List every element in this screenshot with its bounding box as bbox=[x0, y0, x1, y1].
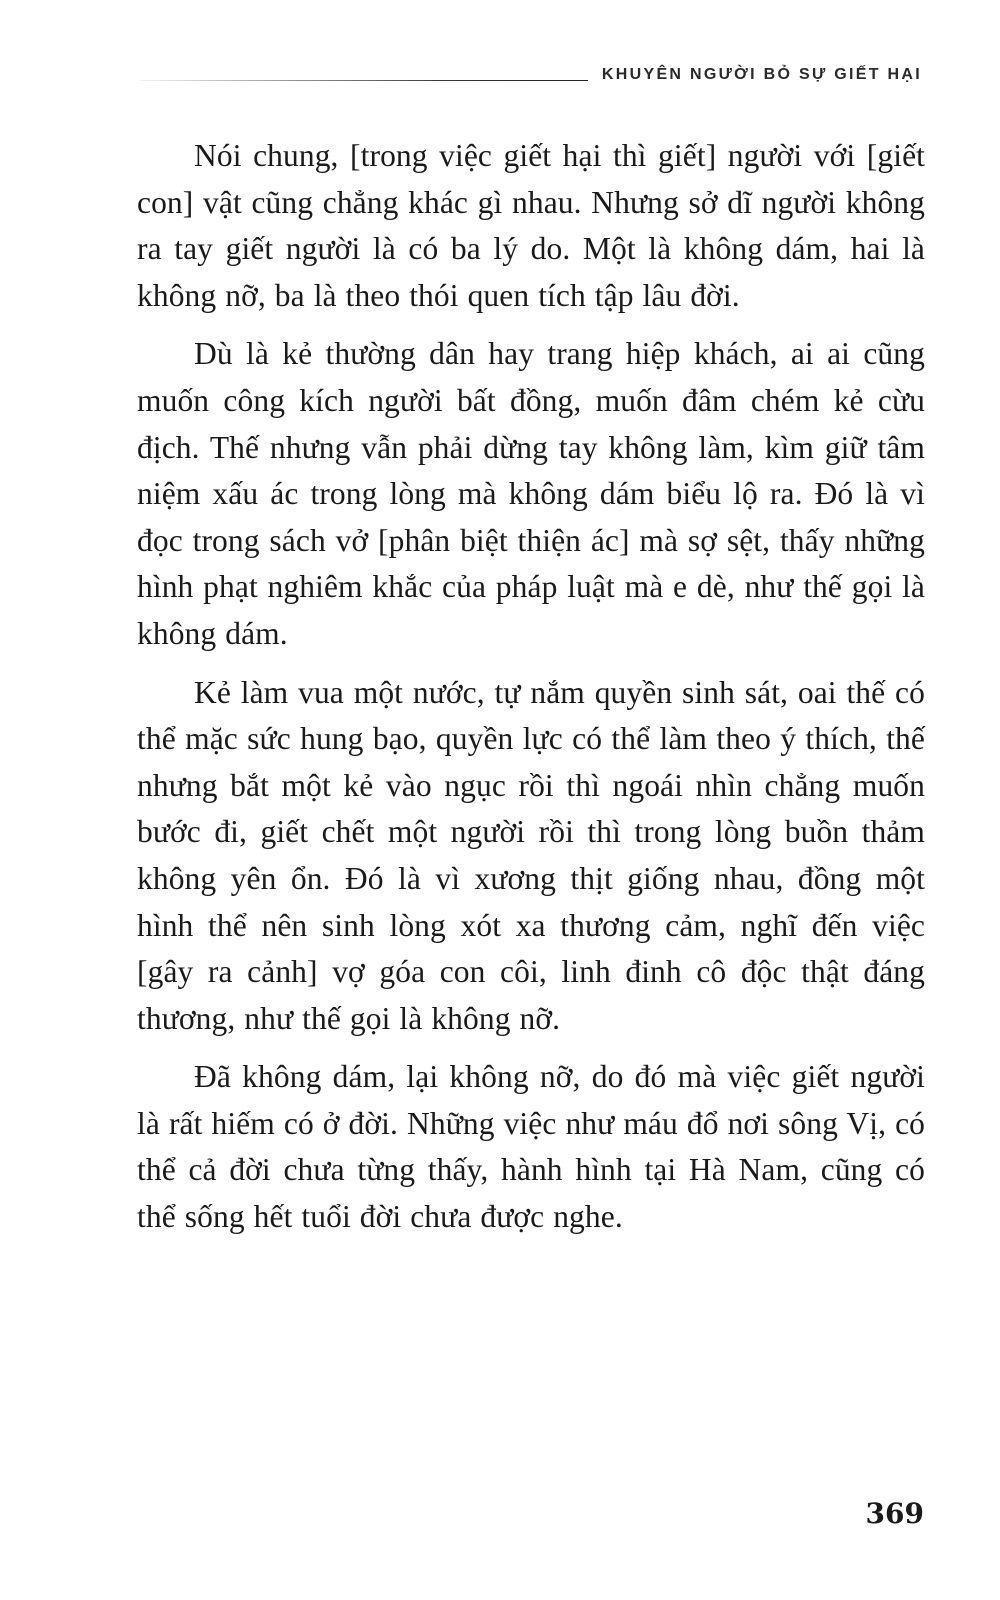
paragraph-1: Nói chung, [trong việc giết hại thì giết] người với [giết con] vật cũng chẳng khác gì nhau. Nhưng sở dĩ người không ra tay giết người là có ba lý do. Một là không dám, hai là không nỡ, ba là theo thói quen tích tập lâu đời. bbox=[137, 138, 925, 313]
paragraph-2: Dù là kẻ thường dân hay trang hiệp khách, ai ai cũng muốn công kích người bất đồng, muốn đâm chém kẻ cừu địch. Thế nhưng vẫn phải dừng tay không làm, kìm giữ tâm niệm xấu ác trong lòng mà không dám biểu lộ ra. Đó là vì đọc trong sách vở [phân biệt thiện ác] mà sợ sệt, thấy những hình phạt nghiêm khắc của pháp luật mà e dè, như thế gọi là không dám. bbox=[137, 336, 925, 651]
running-header bbox=[140, 60, 922, 90]
paragraph-3: Kẻ làm vua một nước, tự nắm quyền sinh sát, oai thế có thể mặc sức hung bạo, quyền lực có thể làm theo ý thích, thế nhưng bắt một kẻ vào ngục rồi thì ngoái nhìn chẳng muốn bước đi, giết chết một người rồi thì trong lòng buồn thảm không yên ổn. Đó là vì xương thịt giống nhau, đồng một hình thể nên sinh lòng xót xa thương cảm, nghĩ đến việc [gây ra cảnh] vợ góa con côi, linh đinh cô độc thật đáng thương, như thế gọi là không nỡ. bbox=[137, 674, 925, 1036]
page-number: 369 bbox=[865, 1497, 924, 1530]
paragraph-4: Đã không dám, lại không nỡ, do đó mà việc giết người là rất hiếm có ở đời. Những việc như máu đổ nơi sông Vị, có thể cả đời chưa từng thấy, hành hình tại Hà Nam, cũng có thể sống hết tuổi đời chưa được nghe. bbox=[137, 1059, 925, 1235]
page-body bbox=[137, 133, 925, 1253]
header-rule bbox=[140, 80, 588, 81]
chapter-title: KHUYÊN NGƯỜI BỎ SỰ GIẾT HẠI bbox=[601, 66, 922, 83]
